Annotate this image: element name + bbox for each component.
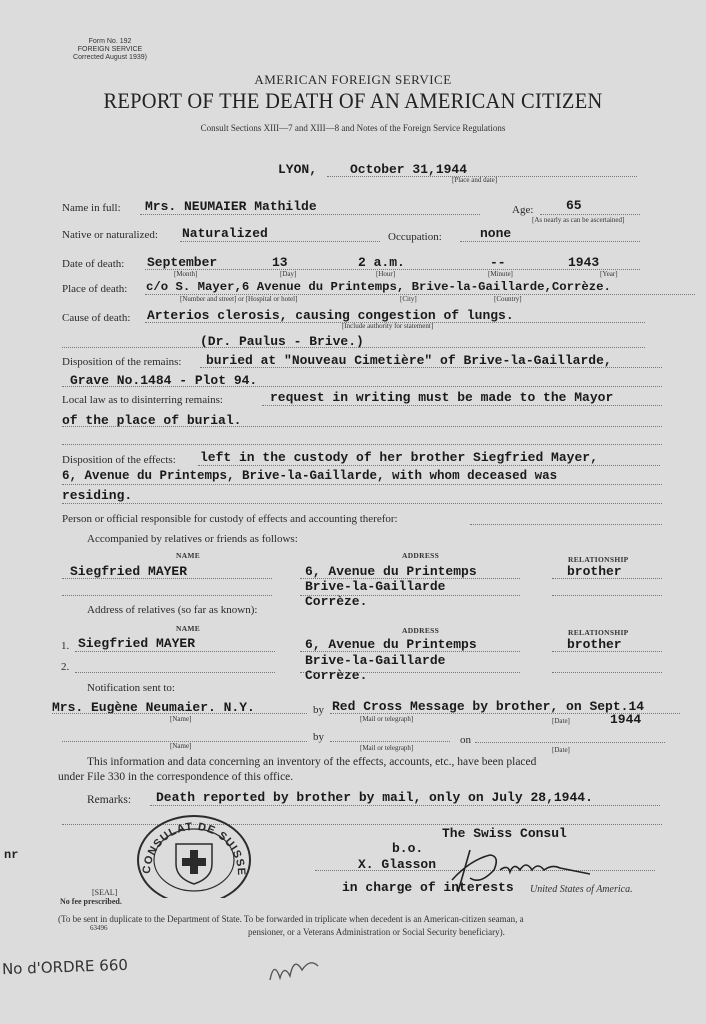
name-label: Name in full: bbox=[62, 202, 121, 214]
interests-text: in charge of interests bbox=[342, 880, 514, 895]
cause-note: [Include authority for statement] bbox=[342, 322, 434, 330]
accompanied-address-line3: Corrèze. bbox=[305, 594, 368, 609]
relatives-col-name: NAME bbox=[176, 624, 201, 633]
place-of-death-value: c/o S. Mayer,6 Avenue du Printemps, Brive-la-Gaillarde,Corrèze. bbox=[146, 280, 611, 294]
accompanied-relationship: brother bbox=[567, 564, 622, 579]
cause-value: Arterios clerosis, causing congestion of lungs. bbox=[147, 308, 514, 323]
effects-label: Disposition of the effects: bbox=[62, 454, 176, 466]
caption-mail-2: [Mail or telegraph] bbox=[360, 744, 414, 752]
custody-label: Person or official responsible for custody of effects and accounting therefor: bbox=[62, 513, 398, 525]
dotted-line bbox=[62, 503, 662, 504]
agency-heading: AMERICAN FOREIGN SERVICE bbox=[254, 72, 452, 87]
dotted-line bbox=[62, 578, 272, 579]
dotted-line bbox=[330, 713, 680, 714]
seal-label: [SEAL] bbox=[92, 888, 118, 897]
caption-minute: [Minute] bbox=[488, 270, 513, 278]
relative-number-2: 2. bbox=[61, 661, 70, 673]
dotted-line bbox=[552, 672, 662, 673]
remarks-label: Remarks: bbox=[87, 794, 132, 806]
dotted-line bbox=[62, 426, 662, 427]
dotted-line bbox=[300, 595, 520, 596]
dotted-line bbox=[460, 241, 640, 242]
cause-authority: (Dr. Paulus - Brive.) bbox=[200, 334, 364, 349]
remains-line1: buried at "Nouveau Cimetière" of Brive-la-Gaillarde, bbox=[206, 353, 612, 368]
relative-number-1: 1. bbox=[61, 640, 70, 652]
report-subtitle: Consult Sections XIII—7 and XIII—8 and Notes of the Foreign Service Regulations bbox=[200, 123, 506, 133]
signature-bo: b.o. bbox=[392, 841, 424, 856]
place-date-caption: [Place and date] bbox=[452, 176, 498, 184]
caption-day: [Day] bbox=[280, 270, 297, 278]
form-service: FOREIGN SERVICE bbox=[77, 46, 143, 53]
report-title: REPORT OF THE DEATH OF AN AMERICAN CITIZEN bbox=[103, 88, 603, 113]
dotted-line bbox=[552, 595, 662, 596]
form-corrected: Corrected August 1939) bbox=[73, 54, 147, 61]
occupation-value: none bbox=[480, 226, 512, 241]
dotted-line bbox=[62, 386, 662, 387]
seal-stamp-text: CONSULAT DE SUISSE bbox=[140, 820, 248, 877]
dotted-line bbox=[62, 444, 662, 445]
dotted-line bbox=[330, 741, 450, 742]
relatives-label: Address of relatives (so far as known): bbox=[87, 604, 258, 616]
footer-line2: pensioner, or a Veterans Administration or Social Security beneficiary). bbox=[248, 927, 505, 937]
caption-year: [Year] bbox=[600, 270, 618, 278]
caption-street: [Number and street] or [Hospital or hotel] bbox=[180, 295, 298, 303]
dotted-line bbox=[300, 651, 520, 652]
dotted-line bbox=[75, 672, 275, 673]
place-of-death-label: Place of death: bbox=[62, 283, 128, 295]
dotted-line bbox=[75, 651, 275, 652]
dotted-line bbox=[52, 713, 307, 714]
relatives-col-address: ADDRESS bbox=[402, 626, 440, 635]
signatory-name: X. Glasson bbox=[358, 857, 437, 872]
caption-country: [Country] bbox=[494, 295, 522, 303]
no-fee-text: No fee prescribed. bbox=[60, 897, 122, 906]
dotted-line bbox=[62, 595, 272, 596]
remarks-text: Death reported by brother by mail, only on July 28,1944. bbox=[156, 790, 593, 805]
relative-name: Siegfried MAYER bbox=[78, 636, 196, 651]
caption-month: [Month] bbox=[174, 270, 198, 278]
occupation-label: Occupation: bbox=[388, 231, 442, 243]
caption-name-2: [Name] bbox=[170, 742, 192, 750]
caption-name: [Name] bbox=[170, 715, 192, 723]
footer-line1: (To be sent in duplicate to the Department of State. To be forwarded in triplicate when decedent is an American-citizen seaman, a bbox=[58, 914, 524, 924]
date-of-death-label: Date of death: bbox=[62, 258, 125, 270]
info-line2: under File 330 in the correspondence of this office. bbox=[58, 771, 294, 783]
accompanied-col-name: NAME bbox=[176, 551, 201, 560]
law-label: Local law as to disinterring remains: bbox=[62, 394, 223, 406]
effects-line2: 6, Avenue du Printemps, Brive-la-Gaillarde, with whom deceased was bbox=[62, 469, 558, 483]
place-value: LYON, bbox=[278, 162, 318, 177]
death-month: September bbox=[147, 255, 218, 270]
notification-year: 1944 bbox=[610, 712, 642, 727]
relatives-col-relationship: RELATIONSHIP bbox=[568, 628, 629, 637]
death-day: 13 bbox=[272, 255, 288, 270]
native-label: Native or naturalized: bbox=[62, 229, 158, 241]
dotted-line bbox=[198, 465, 660, 466]
age-value: 65 bbox=[566, 198, 582, 213]
notification-by: by bbox=[313, 704, 324, 716]
age-label: Age: bbox=[512, 204, 534, 216]
name-value: Mrs. NEUMAIER Mathilde bbox=[145, 199, 317, 214]
form-number-block bbox=[60, 38, 160, 62]
dotted-line bbox=[180, 241, 380, 242]
notification-name: Mrs. Eugène Neumaier. N.Y. bbox=[52, 700, 255, 715]
law-line2: of the place of burial. bbox=[62, 413, 242, 428]
footer-code: 63496 bbox=[90, 924, 108, 932]
dotted-line bbox=[470, 524, 662, 525]
caption-hour: [Hour] bbox=[376, 270, 396, 278]
dotted-line bbox=[552, 651, 662, 652]
accompanied-label: Accompanied by relatives or friends as follows: bbox=[87, 533, 298, 545]
country-text: United States of America. bbox=[530, 884, 633, 895]
cause-label: Cause of death: bbox=[62, 312, 131, 324]
native-value: Naturalized bbox=[182, 226, 268, 241]
accompanied-address-line1: 6, Avenue du Printemps bbox=[305, 564, 477, 579]
effects-line1: left in the custody of her brother Siegfried Mayer, bbox=[200, 450, 598, 465]
accompanied-name: Siegfried MAYER bbox=[70, 564, 188, 579]
relative-address-line3: Corrèze. bbox=[305, 668, 368, 683]
dotted-line bbox=[540, 214, 640, 215]
death-minute: -- bbox=[490, 255, 506, 270]
accompanied-col-address: ADDRESS bbox=[402, 551, 440, 560]
dotted-line bbox=[140, 214, 480, 215]
notification-method: Red Cross Message by brother, on Sept.14 bbox=[332, 699, 645, 714]
dotted-line bbox=[300, 578, 520, 579]
dotted-line bbox=[150, 805, 660, 806]
relative-address-line2: Brive-la-Gaillarde bbox=[305, 653, 446, 668]
notification-by-2: by bbox=[313, 731, 324, 743]
dotted-line bbox=[475, 742, 665, 743]
caption-date-2: [Date] bbox=[552, 746, 570, 754]
age-note: [As nearly as can be ascertained] bbox=[532, 216, 625, 224]
death-hour: 2 a.m. bbox=[358, 255, 405, 270]
dotted-line bbox=[552, 578, 662, 579]
accompanied-address-line2: Brive-la-Gaillarde bbox=[305, 579, 446, 594]
death-year: 1943 bbox=[568, 255, 600, 270]
order-number: No d'ORDRE 660 bbox=[1, 955, 129, 979]
remains-label: Disposition of the remains: bbox=[62, 356, 182, 368]
dotted-line bbox=[200, 367, 662, 368]
caption-date: [Date] bbox=[552, 717, 570, 725]
effects-line3: residing. bbox=[62, 488, 133, 503]
form-number: Form No. 192 bbox=[88, 38, 132, 45]
dotted-line bbox=[62, 347, 645, 348]
consulate-seal-stamp bbox=[132, 810, 256, 898]
caption-city: [City] bbox=[400, 295, 417, 303]
dotted-line bbox=[262, 405, 662, 406]
consul-title: The Swiss Consul bbox=[442, 826, 567, 841]
margin-nr: nr bbox=[4, 848, 19, 862]
accompanied-col-relationship: RELATIONSHIP bbox=[568, 555, 629, 564]
notification-label: Notification sent to: bbox=[87, 682, 175, 694]
caption-mail: [Mail or telegraph] bbox=[360, 715, 414, 723]
info-line1: This information and data concerning an inventory of the effects, accounts, etc., have been placed bbox=[87, 756, 537, 768]
dotted-line bbox=[300, 672, 520, 673]
remains-line2: Grave No.1484 - Plot 94. bbox=[70, 373, 258, 388]
relative-address-line1: 6, Avenue du Printemps bbox=[305, 637, 477, 652]
date-value: October 31,1944 bbox=[350, 162, 468, 177]
relative-relationship: brother bbox=[567, 637, 622, 652]
law-line1: request in writing must be made to the Mayor bbox=[270, 390, 614, 405]
dotted-line bbox=[62, 484, 662, 485]
pencil-initials bbox=[262, 950, 332, 990]
notification-on: on bbox=[460, 734, 471, 746]
